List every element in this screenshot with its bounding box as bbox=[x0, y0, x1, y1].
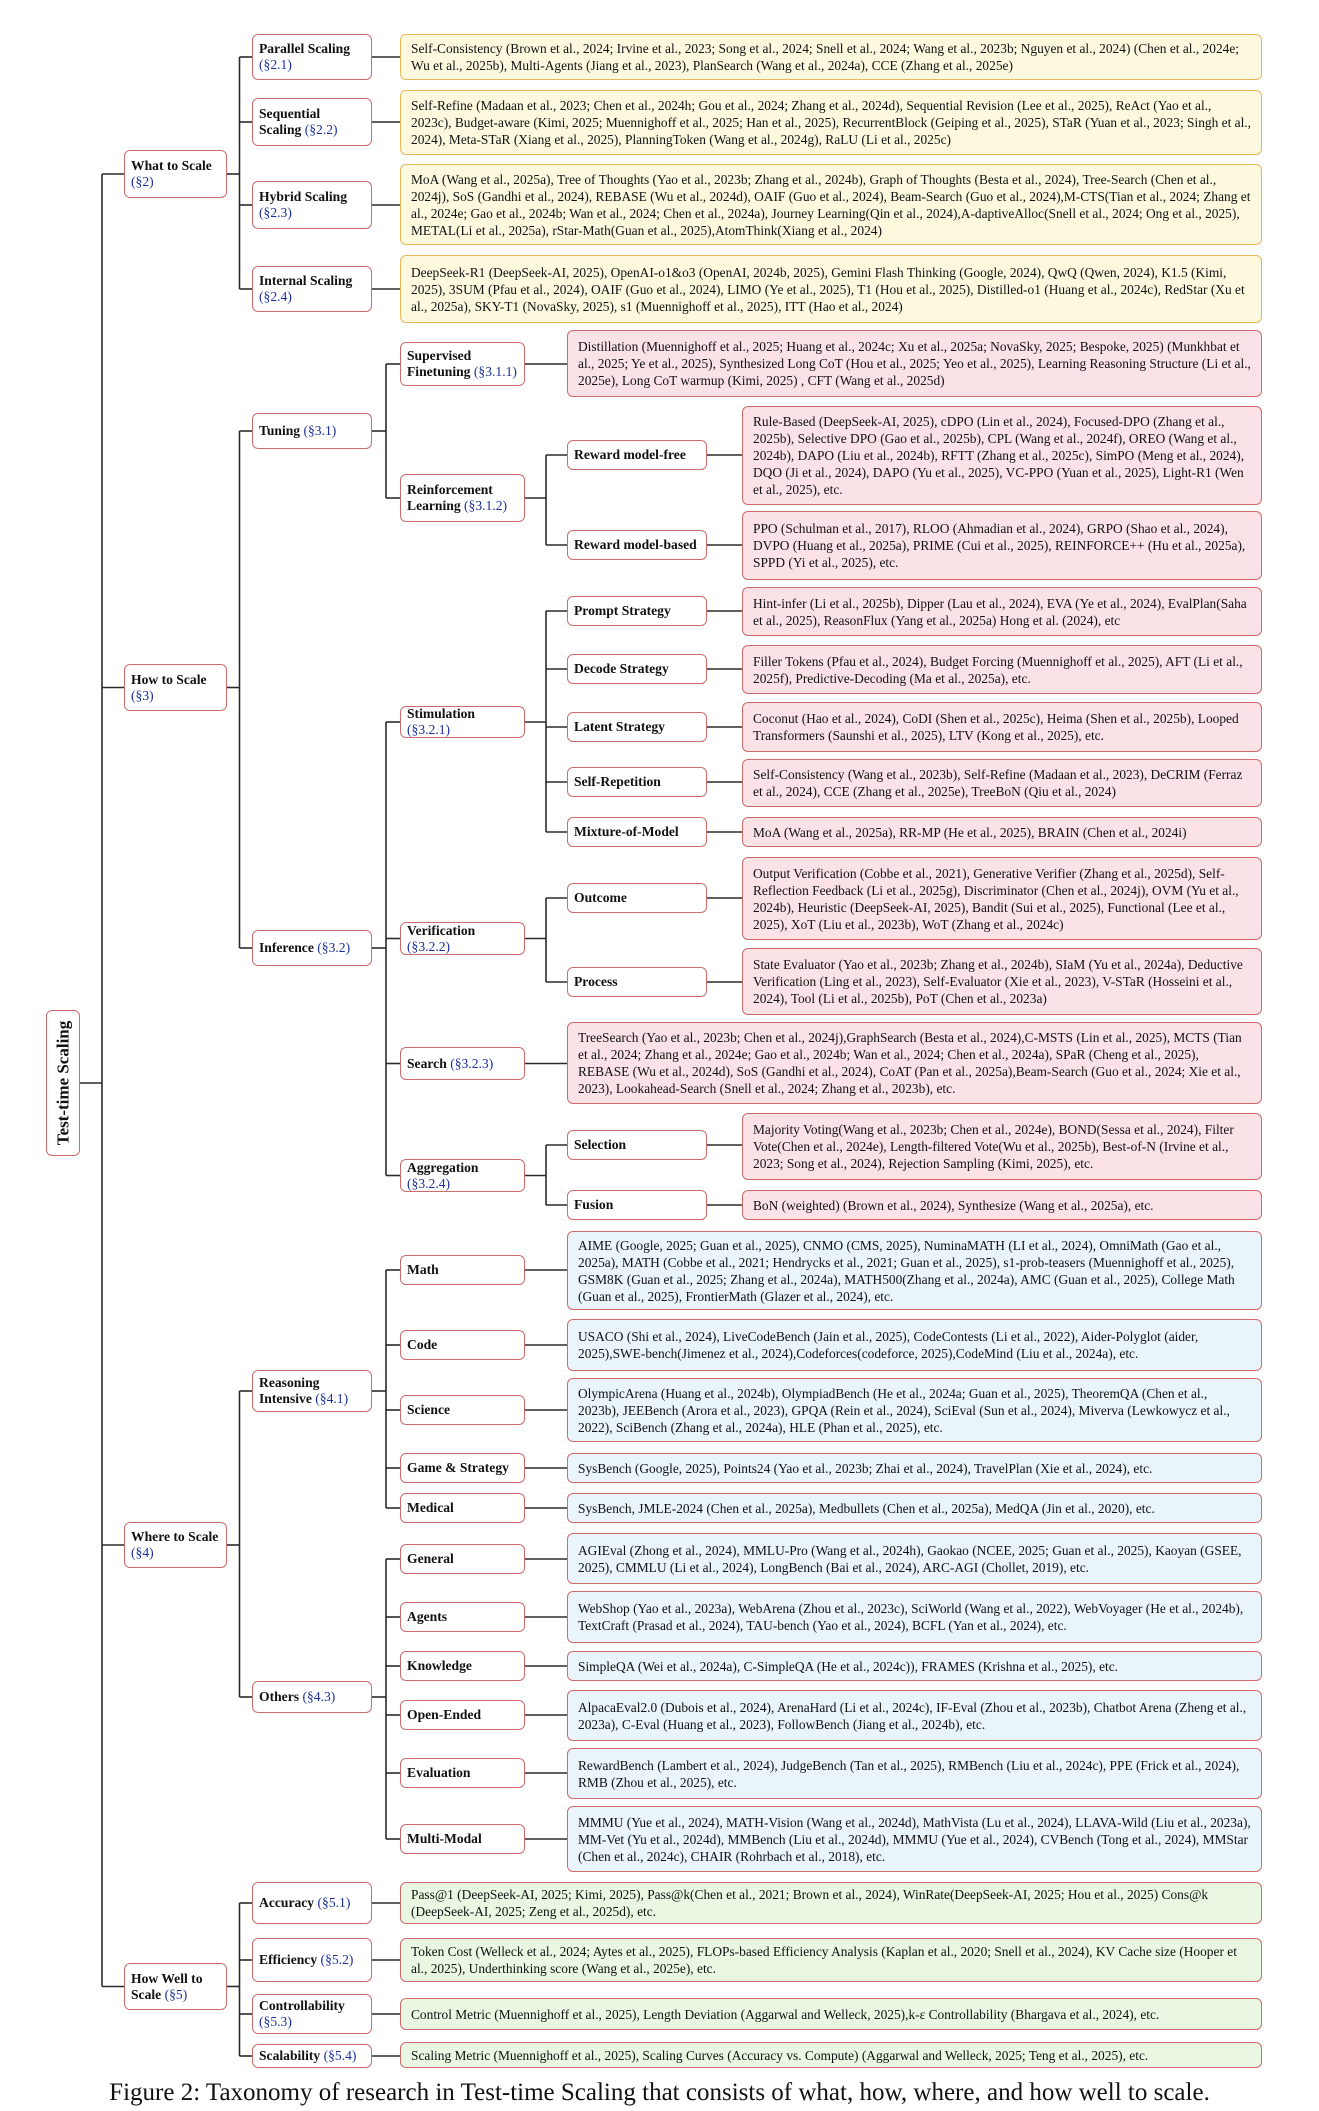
node-label bbox=[407, 1707, 518, 1723]
node-title: Hybrid Scaling bbox=[259, 189, 348, 204]
leaf-math bbox=[567, 1231, 1262, 1310]
leaf-text: TreeSearch (Yao et al., 2023b; Chen et al., 2024j),GraphSearch (Besta et al., 2024),C-MSTS (Lin et al., 2025), MCTS (Tian et al., 2024; Zhang et al., 2024e; Gao et al., 2024b; Wan et al., 2024; Chen et al., 2024a), SPaR (Cheng et al., 2025), REBASE (Wu et al., 2024d), SoS (Gandhi et al., 2024), CoAT (Pan et al., 2025a),Beam-Search (Guo et al., 2024; Xie et al., 2023), Lookahead-Search (Snell et al., 2024; Zhang et al., 2023b), etc. bbox=[578, 1030, 1242, 1096]
node-outcome bbox=[567, 883, 707, 913]
leaf-sequential bbox=[400, 90, 1262, 155]
leaf-text: Coconut (Hao et al., 2024), CoDI (Shen et al., 2025c), Heima (Shen et al., 2025b), Looped Transformers (Saunshi et al., 2025), LTV (Kong et al., 2025), etc. bbox=[753, 711, 1239, 743]
node-what bbox=[124, 150, 227, 198]
node-title: Knowledge bbox=[407, 1658, 472, 1673]
leaf-text: Distillation (Muennighoff et al., 2025; Huang et al., 2024c; Xu et al., 2025a; NovaSky, 2025; Bespoke, 2025) (Munkhbat et al., 2025; Ye et al., 2025), Synthesized Long CoT (Hou et al., 2025; Yeo et al., 2025), Learning Reasoning Structure (Li et al., 2025e), Long CoT warmup (Kimi, 2025) , CFT (Wang et al., 2025d) bbox=[578, 339, 1251, 388]
node-label bbox=[131, 1971, 220, 2003]
leaf-text: USACO (Shi et al., 2024), LiveCodeBench (Jain et al., 2025), CodeContests (Li et al., 2022), Aider-Polyglot (aider, 2025),SWE-bench(Jimenez et al., 2024),Codeforces(codeforce, 2025),CodeMind (Liu et al., 2024a), etc. bbox=[578, 1329, 1199, 1361]
node-label bbox=[574, 774, 700, 790]
node-title: Reward model-based bbox=[574, 537, 697, 552]
section-ref: (§5.4) bbox=[323, 2048, 357, 2063]
leaf-general bbox=[567, 1533, 1262, 1584]
figure-caption: Figure 2: Taxonomy of research in Test-time Scaling that consists of what, how, where, and how well to scale. bbox=[109, 2079, 1210, 2106]
leaf-evaluation bbox=[567, 1748, 1262, 1799]
node-title: Others bbox=[259, 1689, 300, 1704]
node-fusion bbox=[567, 1190, 707, 1220]
node-label bbox=[259, 1952, 365, 1968]
node-label bbox=[574, 1197, 700, 1213]
leaf-text: MoA (Wang et al., 2025a), Tree of Thoughts (Yao et al., 2023b; Zhang et al., 2024b), Graph of Thoughts (Besta et al., 2024), Tree-Search (Chen et al., 2024j), SoS (Gandhi et al., 2024), REBASE (Wu et al., 2024d), OAIF (Guo et al., 2024), Beam-Search (Guo et al., 2024),M-CTS(Tian et al., 2024; Zhang et al., 2024e; Gao et al., 2024b; Wan et al., 2024; Chen et al., 2024a), Journey Learning(Qin et al., 2024),A-daptiveAlloc(Snell et al., 2024; Ong et al., 2025), METAL(Li et al., 2025a), rStar-Math(Guan et al., 2025),AtomThink(Xiang et al., 2024) bbox=[411, 171, 1251, 238]
section-ref: (§3.1.1) bbox=[473, 364, 517, 379]
node-title: Agents bbox=[407, 1609, 448, 1624]
leaf-fusion bbox=[742, 1190, 1262, 1220]
node-title: Prompt Strategy bbox=[574, 603, 671, 618]
node-label bbox=[259, 106, 365, 138]
leaf-text: OlympicArena (Huang et al., 2024b), OlympiadBench (He et al., 2024a; Guan et al., 2025), TheoremQA (Chen et al., 2023b), JEEBench (Arora et al., 2023), GPQA (Rein et al., 2024), SciEval (Sun et al., 2024), Miverva (Lewkowycz et al., 2022), SciBench (Zhang et al., 2024a), HLE (Phan et al., 2025), etc. bbox=[578, 1385, 1230, 1435]
leaf-text: Pass@1 (DeepSeek-AI, 2025; Kimi, 2025), Pass@k(Chen et al., 2021; Brown et al., 2024), WinRate(DeepSeek-AI, 2025; Hou et al., 2025) Cons@k (DeepSeek-AI, 2025; Zeng et al., 2025d), etc. bbox=[411, 1887, 1209, 1919]
node-latent bbox=[567, 712, 707, 742]
leaf-text: MoA (Wang et al., 2025a), RR-MP (He et al., 2025), BRAIN (Chen et al., 2024i) bbox=[753, 824, 1187, 840]
node-label bbox=[259, 1375, 365, 1407]
node-label bbox=[574, 537, 700, 553]
section-ref: (§5.1) bbox=[317, 1895, 351, 1910]
leaf-text: Self-Consistency (Wang et al., 2023b), Self-Refine (Madaan et al., 2023), DeCRIM (Ferraz et al., 2024), CCE (Zhang et al., 2025e), TreeBoN (Qiu et al., 2024) bbox=[753, 767, 1243, 799]
node-controllability bbox=[252, 1994, 372, 2034]
node-title: Multi-Modal bbox=[407, 1831, 482, 1846]
node-reasoning bbox=[252, 1370, 372, 1412]
node-title: Controllability bbox=[259, 1998, 345, 2013]
leaf-text: Self-Consistency (Brown et al., 2024; Irvine et al., 2023; Song et al., 2024; Snell et al., 2024; Wang et al., 2023b; Nguyen et al., 2024) (Chen et al., 2024e; Wu et al., 2025b), Multi-Agents (Jiang et al., 2023), PlanSearch (Wang et al., 2024a), CCE (Zhang et al., 2025e) bbox=[411, 41, 1239, 73]
node-label bbox=[407, 482, 518, 514]
node-general bbox=[400, 1544, 525, 1574]
node-scalability bbox=[252, 2044, 372, 2068]
node-title: Reasoning Intensive bbox=[259, 1375, 320, 1406]
leaf-sft bbox=[567, 330, 1262, 397]
node-label bbox=[407, 1765, 518, 1781]
section-ref: (§5) bbox=[164, 1986, 188, 2002]
section-ref: (§4) bbox=[131, 1545, 154, 1560]
leaf-openended bbox=[567, 1690, 1262, 1741]
node-decode bbox=[567, 654, 707, 684]
section-ref: (§5.3) bbox=[259, 2014, 292, 2029]
node-label bbox=[259, 41, 365, 73]
leaf-science bbox=[567, 1378, 1262, 1442]
node-label bbox=[259, 189, 365, 221]
leaf-text: SysBench (Google, 2025), Points24 (Yao et al., 2023b; Zhai et al., 2024), TravelPlan (Xie et al., 2024), etc. bbox=[578, 1460, 1153, 1476]
node-math bbox=[400, 1255, 525, 1285]
node-label bbox=[259, 940, 365, 956]
node-hybrid bbox=[252, 181, 372, 229]
node-title: Math bbox=[407, 1262, 439, 1277]
leaf-text: AlpacaEval2.0 (Dubois et al., 2024), ArenaHard (Li et al., 2024c), IF-Eval (Zhou et al., 2023b), Chatbot Arena (Zheng et al., 2023a), C-Eval (Huang et al., 2023), FollowBench (Jiang et al., 2024b), etc. bbox=[578, 1699, 1247, 1732]
node-title: Fusion bbox=[574, 1197, 614, 1212]
leaf-selection bbox=[742, 1113, 1262, 1180]
node-title: Parallel Scaling bbox=[259, 41, 350, 56]
node-multimodal bbox=[400, 1824, 525, 1854]
leaf-parallel bbox=[400, 34, 1262, 80]
section-ref: (§5.2) bbox=[320, 1952, 354, 1967]
node-others bbox=[252, 1681, 372, 1713]
node-label bbox=[407, 1460, 518, 1476]
node-title: Evaluation bbox=[407, 1765, 471, 1780]
node-internal bbox=[252, 266, 372, 312]
leaf-text: DeepSeek-R1 (DeepSeek-AI, 2025), OpenAI-o1&o3 (OpenAI, 2024b, 2025), Gemini Flash Thinking (Google, 2024), QwQ (Qwen, 2024), K1.5 (Kimi, 2025), 3SUM (Pfau et al., 2024), OAIF (Guo et al., 2024), LIMO (Ye et al., 2025), T1 (Hou et al., 2025), Distilled-o1 (Huang et al., 2024c), RedStar (Xu et al., 2025a), SKY-T1 (NovaSky, 2025), s1 (Muennighoff et al., 2025), ITT (Hao et al., 2024) bbox=[411, 264, 1245, 314]
node-label bbox=[259, 423, 365, 439]
node-selection bbox=[567, 1130, 707, 1160]
node-title: Aggregation bbox=[407, 1159, 479, 1175]
node-label bbox=[259, 1998, 365, 2030]
section-ref: (§3.2.1) bbox=[407, 722, 451, 737]
section-ref: (§2.3) bbox=[259, 205, 292, 220]
node-inference bbox=[252, 930, 372, 966]
node-accuracy bbox=[252, 1882, 372, 1924]
section-ref: (§3.2.3) bbox=[450, 1055, 494, 1071]
node-where bbox=[124, 1522, 227, 1568]
section-ref: (§4.1) bbox=[315, 1391, 349, 1406]
leaf-accuracy bbox=[400, 1882, 1262, 1924]
node-title: Code bbox=[407, 1337, 438, 1352]
leaf-selfrep bbox=[742, 759, 1262, 807]
leaf-efficiency bbox=[400, 1938, 1262, 1982]
node-label bbox=[407, 923, 518, 955]
section-ref: (§3.1) bbox=[303, 423, 337, 438]
leaf-latent bbox=[742, 702, 1262, 752]
leaf-text: SimpleQA (Wei et al., 2024a), C-SimpleQA (He et al., 2024c)), FRAMES (Krishna et al., 2025), etc. bbox=[578, 1658, 1119, 1674]
node-title: Internal Scaling bbox=[259, 273, 353, 288]
leaf-medical bbox=[567, 1493, 1262, 1523]
node-label bbox=[574, 1137, 700, 1153]
node-title: Outcome bbox=[574, 890, 627, 905]
node-title: Tuning bbox=[259, 423, 301, 438]
node-label bbox=[407, 1402, 518, 1418]
node-label bbox=[407, 1500, 518, 1516]
node-title: Self-Repetition bbox=[574, 774, 661, 789]
node-label bbox=[407, 1609, 518, 1625]
leaf-text: WebShop (Yao et al., 2023a), WebArena (Zhou et al., 2023c), SciWorld (Wang et al., 2022), WebVoyager (He et al., 2024b), TextCraft (Prasad et al., 2024), TAU-bench (Yao et al., 2024), BCFL (Yan et al., 2024), etc. bbox=[578, 1601, 1244, 1633]
leaf-text: PPO (Schulman et al., 2017), RLOO (Ahmadian et al., 2024), GRPO (Shao et al., 2024), DVPO (Huang et al., 2025a), PRIME (Cui et al., 2025), REINFORCE++ (Hu et al., 2025a), SPPD (Yi et al., 2025), etc. bbox=[753, 521, 1246, 570]
section-ref: (§3.1.2) bbox=[464, 498, 508, 513]
node-medical bbox=[400, 1493, 525, 1523]
node-title: Mixture-of-Model bbox=[574, 824, 679, 839]
node-how bbox=[124, 664, 227, 711]
leaf-process bbox=[742, 948, 1262, 1015]
node-efficiency bbox=[252, 1938, 372, 1982]
section-ref: (§2) bbox=[131, 174, 154, 189]
node-title: Supervised Finetuning bbox=[407, 348, 472, 379]
node-label bbox=[574, 661, 700, 677]
node-sequential bbox=[252, 98, 372, 146]
leaf-text: Self-Refine (Madaan et al., 2023; Chen et al., 2024h; Gou et al., 2024; Zhang et al., 2024d), Sequential Revision (Lee et al., 2025), ReAct (Yao et al., 2023c), Budget-aware (Kimi, 2025; Muennighoff et al., 2025; Han et al., 2025), RecurrentBlock (Geiping et al., 2025), STaR (Yuan et al., 2023; Singh et al., 2024), Meta-STaR (Xiang et al., 2025), PlanningToken (Wang et al., 2024g), RaLU (Li et al., 2025c) bbox=[411, 98, 1252, 147]
leaf-scalability bbox=[400, 2042, 1262, 2068]
leaf-text: Control Metric (Muennighoff et al., 2025), Length Deviation (Aggarwal and Welleck, 2025),k-ε Controllability (Bhargava et al., 2024), etc. bbox=[411, 2006, 1160, 2022]
section-ref: (§3) bbox=[131, 687, 154, 703]
node-title: Reward model-free bbox=[574, 447, 686, 462]
node-search bbox=[400, 1047, 525, 1080]
node-label bbox=[259, 273, 365, 305]
node-prompt bbox=[567, 596, 707, 626]
leaf-text: Rule-Based (DeepSeek-AI, 2025), cDPO (Lin et al., 2024), Focused-DPO (Zhang et al., 2025b), Selective DPO (Gao et al., 2025b), CPL (Wang et al., 2024f), OREO (Wang et al., 2024b), DAPO (Liu et al., 2024b), RFTT (Zhang et al., 2025c), SimPO (Meng et al., 2024), DQO (Ji et al., 2024), DAPO (Yu et al., 2025), VC-PPO (Yuan et al., 2025), Light-R1 (Wen et al., 2025), etc. bbox=[753, 414, 1245, 497]
node-title: Efficiency bbox=[259, 1952, 318, 1967]
leaf-text: Token Cost (Welleck et al., 2024; Aytes et al., 2025), FLOPs-based Efficiency Analysis (Kaplan et al., 2020; Snell et al., 2024), KV Cache size (Hooper et al., 2025), Underthinking score (Wang et al., 2025e), etc. bbox=[411, 1944, 1237, 1976]
node-parallel bbox=[252, 34, 372, 80]
leaf-rmfree bbox=[742, 406, 1262, 505]
node-title: What to Scale bbox=[131, 158, 212, 173]
leaf-text: RewardBench (Lambert et al., 2024), JudgeBench (Tan et al., 2025), RMBench (Liu et al., 2024c), PPE (Frick et al., 2024), RMB (Zhou et al., 2025), etc. bbox=[578, 1757, 1240, 1790]
node-rl bbox=[400, 474, 525, 522]
node-title: Latent Strategy bbox=[574, 719, 665, 734]
leaf-text: SysBench, JMLE-2024 (Chen et al., 2025a), Medbullets (Chen et al., 2025a), MedQA (Jin et al., 2020), etc. bbox=[578, 1500, 1155, 1516]
leaf-text: BoN (weighted) (Brown et al., 2024), Synthesize (Wang et al., 2025a), etc. bbox=[753, 1197, 1154, 1213]
node-label bbox=[259, 1689, 365, 1705]
leaf-outcome bbox=[742, 857, 1262, 940]
node-title: Search bbox=[407, 1055, 447, 1071]
leaf-decode bbox=[742, 645, 1262, 694]
node-label bbox=[407, 1831, 518, 1847]
leaf-search bbox=[567, 1022, 1262, 1104]
node-rmfree bbox=[567, 440, 707, 470]
node-title: General bbox=[407, 1551, 454, 1566]
node-game bbox=[400, 1453, 525, 1483]
leaf-code bbox=[567, 1319, 1262, 1371]
node-selfrep bbox=[567, 767, 707, 797]
section-ref: (§2.2) bbox=[304, 122, 338, 137]
node-label bbox=[574, 447, 700, 463]
node-label bbox=[259, 2048, 365, 2064]
node-verification bbox=[400, 922, 525, 955]
node-label bbox=[407, 1337, 518, 1353]
leaf-hybrid bbox=[400, 164, 1262, 245]
section-ref: (§4.3) bbox=[302, 1689, 336, 1704]
section-ref: (§3.2.2) bbox=[407, 938, 451, 954]
leaf-text: Scaling Metric (Muennighoff et al., 2025), Scaling Curves (Accuracy vs. Compute) (Aggarwal and Welleck, 2025; Teng et al., 2025), etc. bbox=[411, 2047, 1149, 2063]
node-title: How to Scale bbox=[131, 671, 207, 687]
node-title: How Well to Scale bbox=[131, 1970, 203, 2002]
node-label bbox=[574, 974, 700, 990]
node-label bbox=[407, 1262, 518, 1278]
node-openended bbox=[400, 1700, 525, 1730]
node-label bbox=[574, 890, 700, 906]
node-title: Decode Strategy bbox=[574, 661, 669, 676]
leaf-controllability bbox=[400, 1998, 1262, 2030]
node-sft bbox=[400, 342, 525, 386]
node-title: Selection bbox=[574, 1137, 627, 1152]
node-agents bbox=[400, 1602, 525, 1632]
node-label bbox=[574, 719, 700, 735]
node-mom bbox=[567, 817, 707, 847]
leaf-game bbox=[567, 1453, 1262, 1483]
node-aggregation bbox=[400, 1159, 525, 1192]
node-label bbox=[131, 158, 220, 190]
node-title: Sequential Scaling bbox=[259, 106, 321, 137]
node-label bbox=[407, 1658, 518, 1674]
node-label bbox=[259, 1895, 365, 1911]
node-science bbox=[400, 1395, 525, 1425]
leaf-text: Output Verification (Cobbe et al., 2021), Generative Verifier (Zhang et al., 2025d), Self-Reflection Feedback (Li et al., 2025g), Discriminator (Chen et al., 2024j), OVM (Yu et al., 2024b), Heuristic (DeepSeek-AI, 2025), Bandit (Sui et al., 2025), Functional (Lee et al., 2025), XoT (Liu et al., 2023b), WoT (Zhang et al., 2024c) bbox=[753, 865, 1239, 932]
node-rmbased bbox=[567, 530, 707, 560]
node-title: Accuracy bbox=[259, 1895, 315, 1910]
node-title: Reinforcement Learning bbox=[407, 482, 493, 513]
node-well bbox=[124, 1963, 227, 2010]
leaf-internal bbox=[400, 255, 1262, 323]
node-label bbox=[574, 824, 700, 840]
section-ref: (§2.4) bbox=[259, 289, 292, 304]
node-title: Process bbox=[574, 974, 618, 989]
leaf-rmbased bbox=[742, 511, 1262, 580]
node-title: Verification bbox=[407, 922, 476, 938]
node-tuning bbox=[252, 413, 372, 449]
node-label bbox=[407, 1056, 518, 1072]
leaf-text: MMMU (Yue et al., 2024), MATH-Vision (Wang et al., 2024d), MathVista (Lu et al., 2024), LLAVA-Wild (Liu et al., 2023a), MM-Vet (Yu et al., 2024d), MMBench (Liu et al., 2024d), MMMU (Yue et al., 2024), CVBench (Tong et al., 2024), MMStar (Chen et al., 2024c), CHAIR (Rohrbach et al., 2018), etc. bbox=[578, 1814, 1251, 1864]
section-ref: (§3.2.4) bbox=[407, 1175, 451, 1191]
leaf-text: AGIEval (Zhong et al., 2024), MMLU-Pro (Wang et al., 2024h), Gaokao (NCEE, 2025; Guan et al., 2025), Kaoyan (GSEE, 2025), CMMLU (Li et al., 2024), LongBench (Bai et al., 2024), ARC-AGI (Chollet, 2019), etc. bbox=[578, 1542, 1242, 1575]
leaf-text: Filler Tokens (Pfau et al., 2024), Budget Forcing (Muennighoff et al., 2025), AFT (Li et al., 2025f), Predictive-Decoding (Ma et al., 2025a), etc. bbox=[753, 653, 1243, 686]
node-title: Inference bbox=[259, 940, 314, 955]
node-title: Game & Strategy bbox=[407, 1460, 509, 1475]
node-title: Where to Scale bbox=[131, 1529, 219, 1544]
node-stimulation bbox=[400, 706, 525, 738]
node-knowledge bbox=[400, 1651, 525, 1681]
node-title: Science bbox=[407, 1402, 451, 1417]
root-node bbox=[46, 1010, 80, 1156]
root-label: Test-time Scaling bbox=[53, 1020, 73, 1146]
leaf-text: Majority Voting(Wang et al., 2023b; Chen et al., 2024e), BOND(Sessa et al., 2024), Filter Vote(Chen et al., 2024e), Length-filtered Vote(Wu et al., 2025b), Best-of-N (Irvine et al., 2023; Song et al., 2024), Rejection Sampling (Kimi, 2025), etc. bbox=[753, 1122, 1234, 1171]
node-title: Scalability bbox=[259, 2048, 321, 2063]
leaf-knowledge bbox=[567, 1651, 1262, 1681]
leaf-prompt bbox=[742, 587, 1262, 636]
leaf-agents bbox=[567, 1591, 1262, 1643]
section-ref: (§2.1) bbox=[259, 57, 292, 72]
node-label bbox=[131, 672, 220, 704]
leaf-multimodal bbox=[567, 1806, 1262, 1872]
node-evaluation bbox=[400, 1758, 525, 1788]
node-label bbox=[407, 1160, 518, 1192]
node-label bbox=[407, 706, 518, 738]
leaf-text: Hint-infer (Li et al., 2025b), Dipper (Lau et al., 2024), EVA (Ye et al., 2024), EvalPlan(Saha et al., 2025), ReasonFlux (Yang et al., 2025a) Hong et al. (2024), etc bbox=[753, 595, 1247, 628]
node-label bbox=[574, 603, 700, 619]
node-process bbox=[567, 967, 707, 997]
node-label bbox=[407, 348, 518, 380]
node-title: Open-Ended bbox=[407, 1707, 482, 1722]
leaf-text: AIME (Google, 2025; Guan et al., 2025), CNMO (CMS, 2025), NuminaMATH (LI et al., 2024), OmniMath (Gao et al., 2025a), MATH (Cobbe et al., 2021; Hendrycks et al., 2021; Guan et al., 2025), s1-prob-teasers (Muennighoff et al., 2025), GSM8K (Guan et al., 2025; Zhang et al., 2024a), MATH500(Zhang et al., 2024a), AMC (Guan et al., 2025), College Math (Guan et al., 2025), FrontierMath (Glazer et al., 2024), etc. bbox=[578, 1237, 1235, 1304]
node-title: Stimulation bbox=[407, 706, 475, 721]
node-label bbox=[131, 1529, 220, 1561]
node-code bbox=[400, 1330, 525, 1360]
node-title: Medical bbox=[407, 1500, 454, 1515]
section-ref: (§3.2) bbox=[317, 940, 351, 955]
leaf-text: State Evaluator (Yao et al., 2023b; Zhang et al., 2024b), SIaM (Yu et al., 2024a), Deductive Verification (Ling et al., 2023), Self-Evaluator (Xie et al., 2023), V-STaR (Hosseini et al., 2024), Tool (Li et al., 2025b), PoT (Chen et al., 2023a) bbox=[753, 957, 1243, 1006]
node-label bbox=[407, 1551, 518, 1567]
leaf-mom bbox=[742, 817, 1262, 847]
